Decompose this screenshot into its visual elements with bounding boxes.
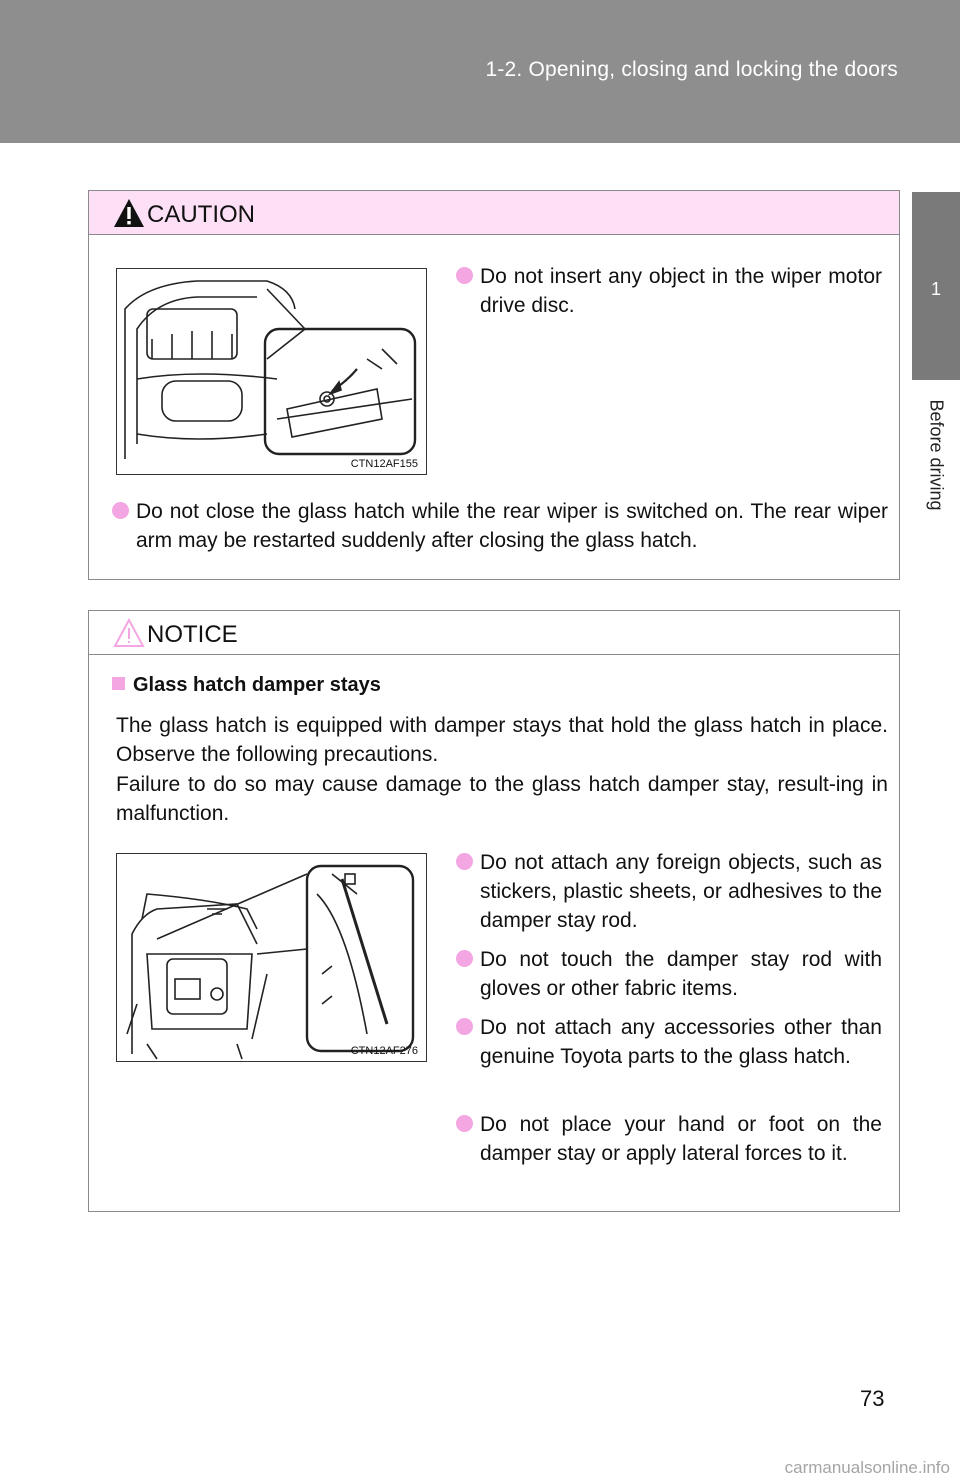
chapter-label: Before driving: [926, 399, 947, 511]
watermark: carmanualsonline.info: [784, 1458, 950, 1477]
caution-bullet-glass-hatch: Do not close the glass hatch while the rear wiper is switched on. The rear wiper arm may be restarted suddenly after closing the glass hatch.: [112, 497, 888, 555]
bullet-dot-icon: [456, 853, 473, 870]
caution-header: [89, 191, 899, 235]
section-title: 1-2. Opening, closing and locking the doors: [485, 58, 898, 81]
page-number: 73: [860, 1386, 885, 1411]
wiper-motor-figure: [116, 268, 427, 475]
caution-bullet-wiper-disc: Do not insert any object in the wiper motor drive disc.: [456, 262, 882, 320]
notice-intro-1: The glass hatch is equipped with damper stays that hold the glass hatch in place. Observe the following precautions.: [116, 714, 888, 766]
bullet-dot-icon: [456, 267, 473, 284]
bullet-dot-icon: [456, 950, 473, 967]
damper-stay-figure: [116, 853, 427, 1062]
notice-title: NOTICE: [147, 621, 238, 648]
notice-bullet-accessories: Do not attach any accessories other than genuine Toyota parts to the glass hatch.: [456, 1013, 882, 1071]
bullet-dot-icon: [456, 1018, 473, 1035]
caution-title: CAUTION: [147, 201, 255, 228]
notice-bullet-gloves: Do not touch the damper stay rod with gloves or other fabric items.: [456, 945, 882, 1003]
notice-header: [89, 611, 899, 655]
notice-subheading: Glass hatch damper stays: [112, 674, 381, 697]
notice-triangle-icon: [113, 618, 145, 648]
glass-hatch-damper-illustration: [117, 854, 426, 1061]
figure-code: CTN12AF155: [350, 458, 418, 470]
figure-code: CTN12AF276: [350, 1045, 418, 1057]
notice-bullet-lateral-forces: Do not place your hand or foot on the damper stay or apply lateral forces to it.: [456, 1110, 882, 1168]
warning-triangle-icon: [113, 198, 145, 228]
square-bullet-icon: [112, 677, 125, 690]
rear-hatch-illustration: [117, 269, 426, 474]
notice-intro-2: Failure to do so may cause damage to the glass hatch damper stay, result-ing in malfunction.: [116, 773, 888, 825]
bullet-dot-icon: [112, 502, 129, 519]
notice-bullet-foreign-objects: Do not attach any foreign objects, such as stickers, plastic sheets, or adhesives to the damper stay rod.: [456, 848, 882, 935]
chapter-number: 1: [930, 279, 941, 299]
bullet-dot-icon: [456, 1115, 473, 1132]
